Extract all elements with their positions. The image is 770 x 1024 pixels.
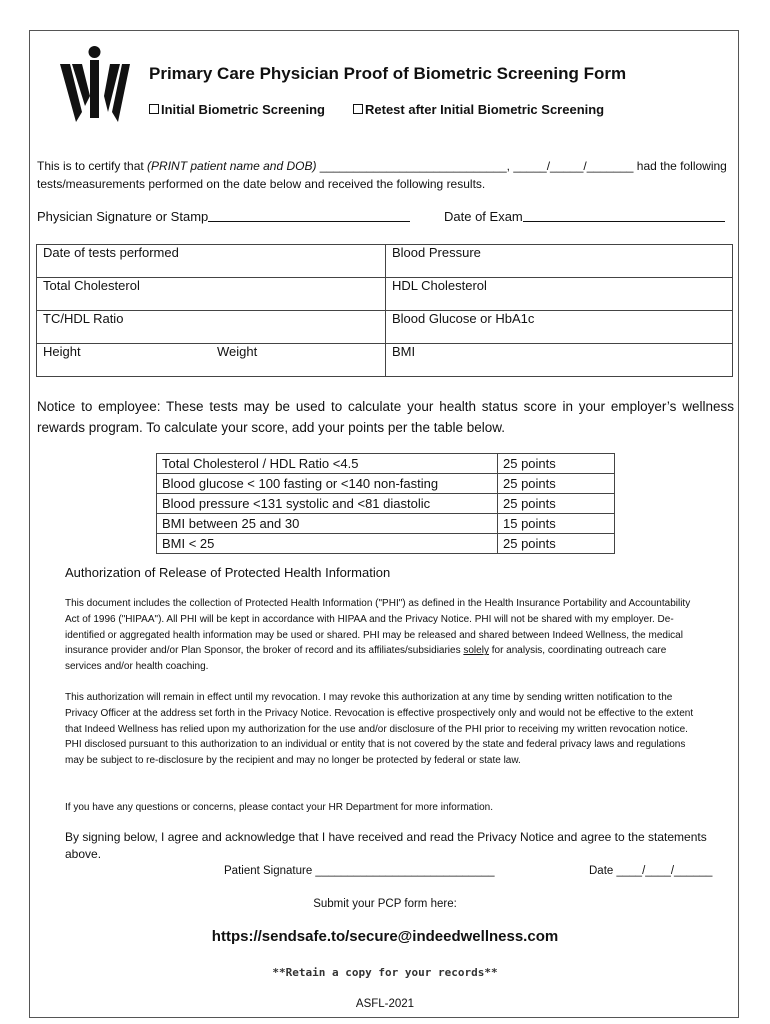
certify-statement: This is to certify that (PRINT patient name and DOB) ____________________________, _____/_____/_______ had the following tests/measurements performed on the date below and received the following results.	[37, 159, 727, 191]
patient-name-dob-blanks[interactable]: ____________________________, _____/_____/_______	[316, 159, 637, 173]
blood-pressure-cell[interactable]: Blood Pressure	[386, 245, 733, 278]
date-tests-cell[interactable]: Date of tests performed	[37, 245, 386, 278]
notice-to-employee: Notice to employee: These tests may be used to calculate your health status score in your employer’s wellness rewards program. To calculate your score, add your points per the table below.	[37, 399, 734, 435]
table-row	[37, 278, 733, 311]
questions-paragraph: If you have any questions or concerns, please contact your HR Department for more information.	[65, 802, 493, 813]
height-label: Height	[43, 344, 81, 359]
points-table	[156, 453, 615, 554]
criteria-cell: BMI < 25	[157, 534, 498, 554]
table-row	[37, 344, 733, 377]
table-row	[157, 454, 615, 474]
criteria-cell: BMI between 25 and 30	[157, 514, 498, 534]
table-row	[157, 474, 615, 494]
physician-signature-label: Physician Signature or Stamp	[37, 209, 209, 224]
phi-paragraph: This document includes the collection of Protected Health Information ("PHI") as defined in the Health Insurance Portability and Accountability Act of 1996 ("HIPAA"). All PHI will be kept in accordance with HIPAA and the Privacy Notice. PHI will not be shared with my employer. De-identified or aggregated health information may be used or shared. PHI may be released and shared between Indeed Wellness, the medical insurance provider and/or Plan Sponsor, the broker of record and its affiliates/subsidiaries solely for analysis, coordinating outreach care services and/or health coaching.	[65, 598, 691, 673]
form-code: ASFL-2021	[355, 998, 415, 1010]
bmi-cell[interactable]: BMI	[386, 344, 733, 377]
table-row	[37, 311, 733, 344]
weight-label: Weight	[217, 344, 258, 359]
points-cell: 25 points	[498, 494, 615, 514]
criteria-cell: Total Cholesterol / HDL Ratio <4.5	[157, 454, 498, 474]
tc-hdl-ratio-cell[interactable]: TC/HDL Ratio	[37, 311, 386, 344]
retest-checkbox[interactable]	[353, 104, 363, 114]
test-results-table	[36, 244, 733, 377]
points-cell: 25 points	[498, 454, 615, 474]
hdl-cholesterol-cell[interactable]: HDL Cholesterol	[386, 278, 733, 311]
table-row	[157, 514, 615, 534]
blood-glucose-cell[interactable]: Blood Glucose or HbA1c	[386, 311, 733, 344]
physician-signature-field[interactable]	[37, 209, 410, 224]
patient-date-field[interactable]: Date ____/____/______	[589, 865, 713, 877]
initial-screening-option[interactable]	[149, 102, 325, 117]
points-cell: 25 points	[498, 534, 615, 554]
total-cholesterol-cell[interactable]: Total Cholesterol	[37, 278, 386, 311]
print-hint: (PRINT patient name and DOB)	[147, 159, 317, 173]
exam-date-field[interactable]	[444, 209, 725, 224]
submit-url-link[interactable]: https://sendsafe.to/secure@indeedwellness.com	[211, 928, 559, 945]
indeed-wellness-logo	[60, 46, 130, 124]
physician-signature-line[interactable]	[208, 221, 410, 222]
criteria-cell: Blood glucose < 100 fasting or <140 non-fasting	[157, 474, 498, 494]
authorization-title: Authorization of Release of Protected Health Information	[65, 565, 391, 580]
retain-copy-note: **Retain a copy for your records**	[272, 966, 498, 979]
submit-label: Submit your PCP form here:	[313, 898, 457, 910]
agreement-statement: By signing below, I agree and acknowledge that I have received and read the Privacy Notice and agree to the statements above.	[65, 830, 707, 861]
table-row	[157, 494, 615, 514]
exam-date-line[interactable]	[523, 221, 725, 222]
revocation-paragraph: This authorization will remain in effect until my revocation. I may revoke this authorization at any time by sending written notification to the Privacy Officer at the address set forth in the Privacy Notice. Revocation is effective prospectively only and would not be effective to the extent that Indeed Wellness has relied upon my authorization for the use and/or disclosure of the PHI prior to receiving my written revocation notice. PHI disclosed pursuant to this authorization to an individual or entity that is not covered by the state and federal privacy laws and regulations may be subject to re-disclosure by the recipient and may no longer be protected by federal or state law.	[65, 692, 694, 767]
retest-label: Retest after Initial Biometric Screening	[365, 102, 605, 117]
patient-signature-field[interactable]: Patient Signature ____________________________	[224, 865, 495, 877]
table-row	[157, 534, 615, 554]
criteria-cell: Blood pressure <131 systolic and <81 diastolic	[157, 494, 498, 514]
exam-date-label: Date of Exam	[444, 209, 523, 224]
initial-label: Initial Biometric Screening	[161, 102, 325, 117]
points-cell: 15 points	[498, 514, 615, 534]
height-weight-cell[interactable]	[37, 344, 386, 377]
initial-checkbox[interactable]	[149, 104, 159, 114]
retest-screening-option[interactable]	[353, 102, 604, 117]
form-title: Primary Care Physician Proof of Biometric Screening Form	[149, 64, 627, 83]
points-cell: 25 points	[498, 474, 615, 494]
table-row	[37, 245, 733, 278]
